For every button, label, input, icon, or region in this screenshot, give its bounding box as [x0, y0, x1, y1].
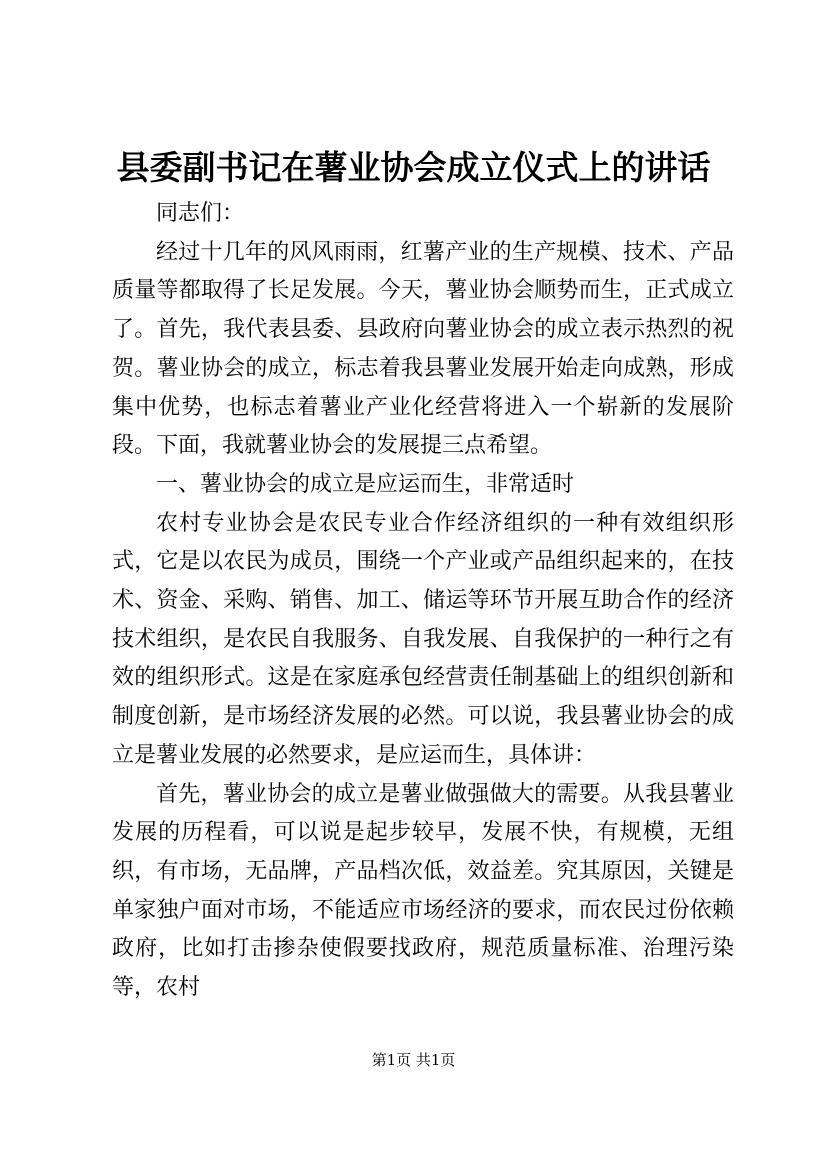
page-number-footer: 第1页 共1页	[371, 1051, 456, 1069]
salutation-paragraph: 同志们：	[156, 201, 245, 226]
document-title: 县委副书记在薯业协会成立仪式上的讲话	[116, 148, 711, 187]
section-heading: 一、薯业协会的成立是应运而生，非常适时	[156, 471, 575, 497]
body-paragraph: 经过十几年的风风雨雨，红薯产业的生产规模、技术、产品质量等都取得了长足发展。今天，薯业协会顺势而生，正式成立了。首先，我代表县委、县政府向薯业协会的成立表示热烈的祝贺。薯业协会的成立，标志着我县薯业发展开始走向成熟，形成集中优势，也标志着薯业产业化经营将进入一个崭新的发展阶段。下面，我就薯业协会的发展提三点希望。	[112, 239, 734, 459]
document-body	[112, 195, 734, 1008]
body-paragraph: 首先，薯业协会的成立是薯业做强做大的需要。从我县薯业发展的历程看，可以说是起步较早，发展不快，有规模，无组织，有市场，无品牌，产品档次低，效益差。究其原因，关键是单家独户面对市场，不能适应市场经济的要求，而农民过份依赖政府，比如打击掺杂使假要找政府，规范质量标准、治理污染等，农村	[112, 781, 734, 1001]
body-paragraph: 农村专业协会是农民专业合作经济组织的一种有效组织形式，它是以农民为成员，围绕一个产业或产品组织起来的，在技术、资金、采购、销售、加工、储运等环节开展互助合作的经济技术组织，是农民自我服务、自我发展、自我保护的一种行之有效的组织形式。这是在家庭承包经营责任制基础上的组织创新和制度创新，是市场经济发展的必然。可以说，我县薯业协会的成立是薯业发展的必然要求，是应运而生，具体讲：	[112, 510, 734, 768]
